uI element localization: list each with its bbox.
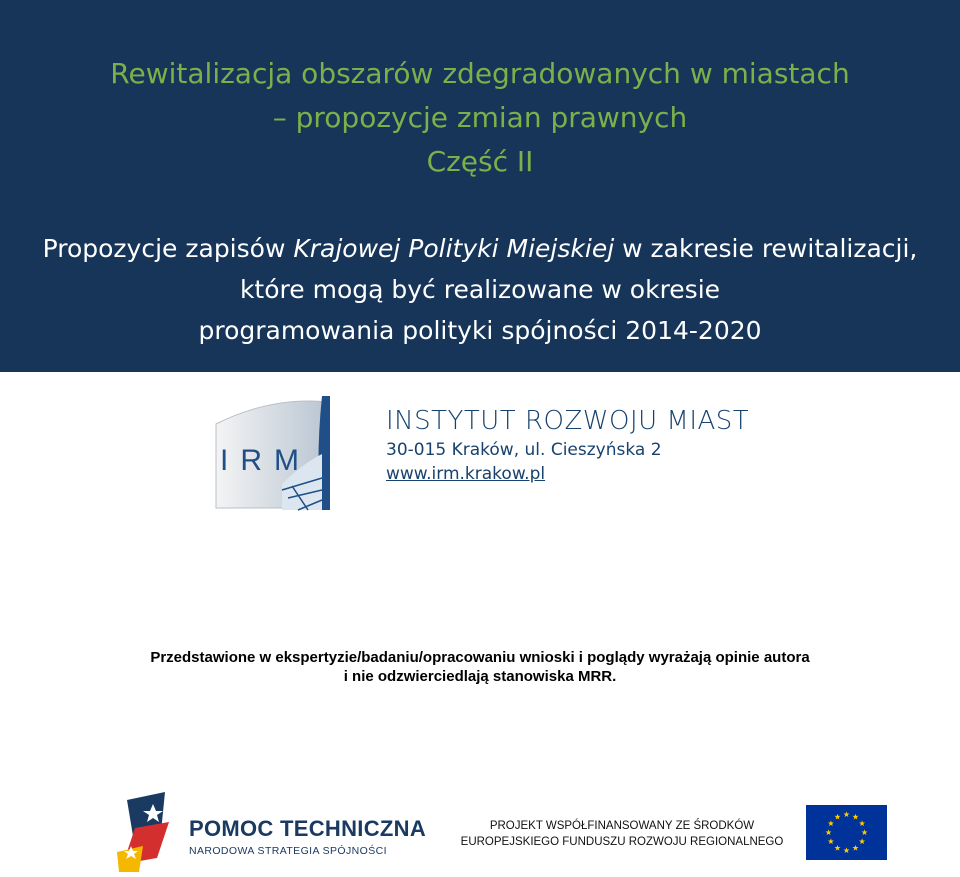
- subtitle-line-1: [0, 228, 960, 269]
- disclaimer-line-1: Przedstawione w ekspertyzie/badaniu/opracowaniu wnioski i poglądy wyrażają opinie autora: [150, 649, 810, 666]
- subtitle-line-1-pre: Propozycje zapisów: [42, 234, 294, 263]
- eu-flag-icon: [806, 805, 887, 860]
- institute-address: 30-015 Kraków, ul. Cieszyńska 2: [386, 440, 662, 460]
- irm-logo-text: IRM: [220, 444, 311, 477]
- disclaimer-line-2: i nie odzwierciedlają stanowiska MRR.: [343, 668, 617, 685]
- subtitle-line-2: które mogą być realizowane w okresie: [239, 275, 721, 304]
- pomoc-techniczna-logo-icon: [117, 792, 173, 872]
- document-title: [0, 52, 960, 184]
- subtitle-line-3: programowania polityki spójności 2014-2020: [198, 316, 762, 345]
- institute-name: INSTYTUT ROZWOJU MIAST: [386, 406, 750, 436]
- disclaimer-note: [0, 648, 960, 686]
- subtitle-line-1-post: w zakresie rewitalizacji,: [614, 234, 918, 263]
- pomoc-techniczna-title: POMOC TECHNICZNA: [189, 816, 427, 841]
- footer-logos: [117, 792, 887, 872]
- title-line-2: – propozycje zmian prawnych: [272, 101, 688, 134]
- pomoc-techniczna-subtitle: NARODOWA STRATEGIA SPÓJNOŚCI: [189, 845, 387, 857]
- title-line-3: Część II: [426, 145, 534, 178]
- institute-url-link[interactable]: www.irm.krakow.pl: [386, 464, 546, 484]
- institute-info: [386, 404, 749, 486]
- title-line-1: Rewitalizacja obszarów zdegradowanych w miastach: [110, 57, 850, 90]
- subtitle-line-1-italic: Krajowej Polityki Miejskiej: [293, 234, 615, 263]
- document-subtitle: [0, 228, 960, 351]
- irm-logo-icon: [212, 394, 332, 514]
- eu-funding-line-1: PROJEKT WSPÓŁFINANSOWANY ZE ŚRODKÓW: [489, 820, 755, 832]
- eu-funding-statement: [457, 818, 787, 850]
- eu-funding-line-2: EUROPEJSKIEGO FUNDUSZU ROZWOJU REGIONALNEGO: [460, 836, 784, 848]
- title-banner: [0, 0, 960, 372]
